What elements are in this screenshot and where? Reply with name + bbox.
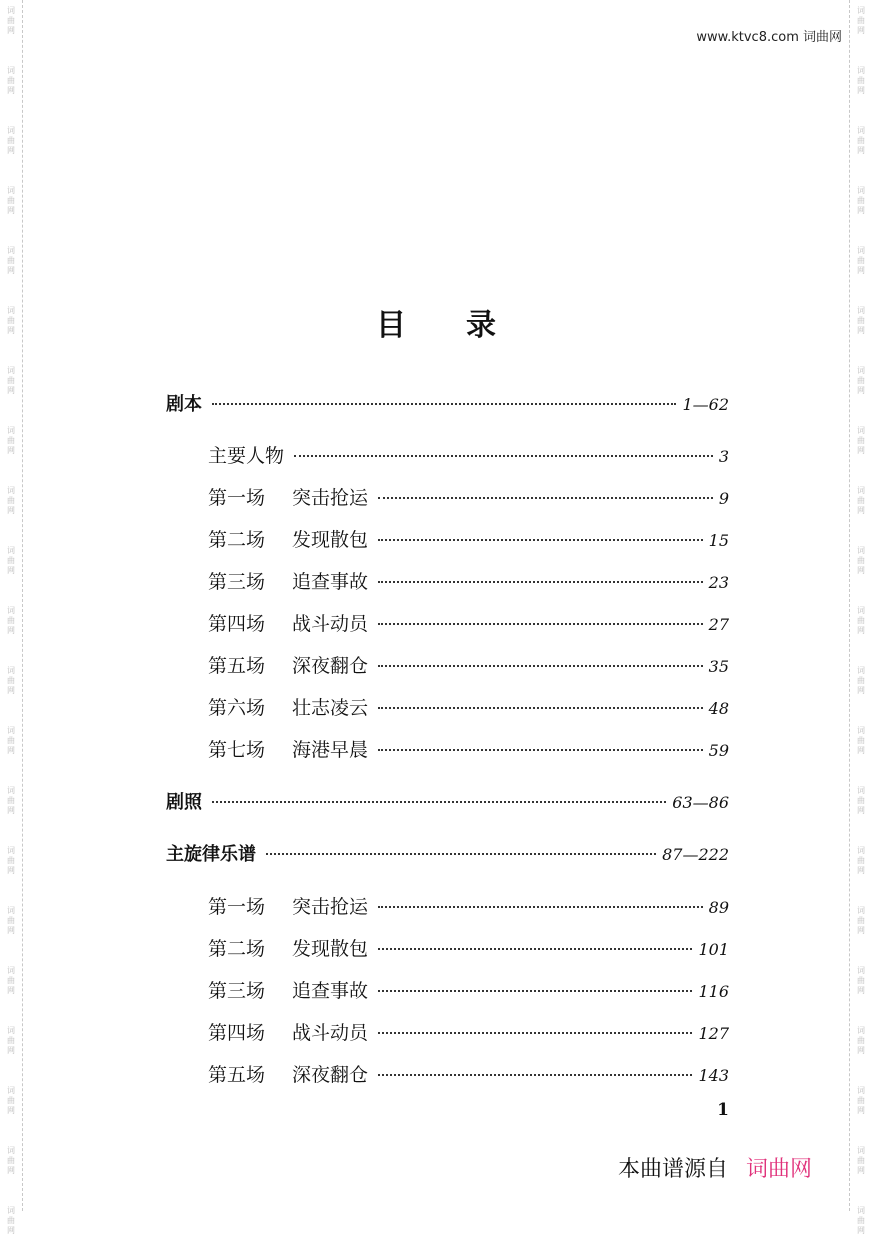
watermark-char: 曲: [7, 556, 15, 565]
watermark-mark: [0, 426, 22, 456]
watermark-char: 曲: [857, 376, 865, 385]
watermark-char: 曲: [7, 256, 15, 265]
page-range: 63—86: [672, 793, 729, 812]
watermark-char: 词: [7, 126, 15, 135]
watermark-mark: [850, 1086, 872, 1116]
dot-leader: [378, 990, 692, 992]
watermark-char: 词: [7, 966, 15, 975]
watermark-char: 词: [857, 726, 865, 735]
watermark-char: 曲: [857, 316, 865, 325]
watermark-char: 词: [7, 666, 15, 675]
watermark-mark: [0, 1086, 22, 1116]
watermark-mark: [850, 186, 872, 216]
toc-item: [208, 1060, 729, 1086]
watermark-char: 曲: [857, 736, 865, 745]
watermark-char: 曲: [7, 196, 15, 205]
scene-number: 第四场: [208, 613, 266, 635]
watermark-char: 曲: [7, 1036, 15, 1045]
watermark-char: 网: [7, 566, 15, 575]
watermark-char: 曲: [7, 316, 15, 325]
watermark-mark: [850, 246, 872, 276]
watermark-char: 网: [7, 626, 15, 635]
watermark-char: 词: [857, 786, 865, 795]
section-label: 剧本: [166, 394, 202, 415]
watermark-char: 网: [7, 1046, 15, 1055]
watermark-char: 曲: [857, 256, 865, 265]
toc-item: [208, 567, 729, 593]
watermark-mark: [850, 1146, 872, 1176]
item-label: [208, 1060, 368, 1087]
scene-number: 第六场: [208, 697, 266, 719]
watermark-char: 曲: [857, 916, 865, 925]
watermark-char: 词: [7, 906, 15, 915]
watermark-char: 网: [7, 686, 15, 695]
watermark-char: 曲: [857, 436, 865, 445]
watermark-char: 网: [7, 506, 15, 515]
watermark-char: 网: [857, 1166, 865, 1175]
watermark-char: 网: [7, 746, 15, 755]
watermark-mark: [850, 546, 872, 576]
watermark-char: 曲: [7, 76, 15, 85]
toc-item: [208, 934, 729, 960]
watermark-char: 词: [857, 186, 865, 195]
scene-title: 发现散包: [292, 529, 369, 551]
watermark-mark: [0, 486, 22, 516]
watermark-char: 网: [857, 26, 865, 35]
watermark-char: 曲: [857, 1036, 865, 1045]
watermark-mark: [0, 1026, 22, 1056]
watermark-char: 词: [857, 846, 865, 855]
watermark-char: 词: [857, 66, 865, 75]
watermark-char: 网: [7, 806, 15, 815]
watermark-mark: [850, 1026, 872, 1056]
watermark-mark: [850, 426, 872, 456]
dot-leader: [378, 581, 703, 583]
watermark-mark: [0, 6, 22, 36]
watermark-char: 词: [857, 906, 865, 915]
section-label: 主旋律乐谱: [166, 844, 256, 865]
watermark-char: 词: [857, 666, 865, 675]
scene-number: 第三场: [208, 980, 266, 1002]
watermark-char: 词: [857, 246, 865, 255]
item-label: [208, 934, 368, 961]
watermark-char: 曲: [857, 976, 865, 985]
toc-item: [208, 651, 729, 677]
scene-number: 第一场: [208, 487, 266, 509]
scene-number: 第一场: [208, 896, 266, 918]
watermark-char: 网: [7, 1106, 15, 1115]
item-label: [208, 735, 368, 762]
watermark-char: 网: [7, 266, 15, 275]
scene-number: 第二场: [208, 938, 266, 960]
watermark-char: 词: [857, 486, 865, 495]
watermark-char: 曲: [7, 436, 15, 445]
item-label: 主要人物: [208, 445, 285, 467]
item-label: [208, 483, 368, 510]
watermark-char: 网: [857, 386, 865, 395]
watermark-char: 词: [857, 1206, 865, 1215]
watermark-mark: [850, 66, 872, 96]
scene-title: 追查事故: [292, 571, 369, 593]
watermark-char: 曲: [857, 676, 865, 685]
watermark-mark: [0, 786, 22, 816]
toc-section-photos: [166, 788, 729, 814]
watermark-char: 词: [7, 426, 15, 435]
scene-number: 第五场: [208, 1064, 266, 1086]
watermark-char: 网: [7, 986, 15, 995]
scene-number: 第二场: [208, 529, 266, 551]
watermark-char: 词: [7, 1206, 15, 1215]
scene-number: 第三场: [208, 571, 266, 593]
watermark-char: 网: [857, 1046, 865, 1055]
watermark-char: 词: [7, 846, 15, 855]
watermark-char: 网: [857, 266, 865, 275]
watermark-mark: [0, 606, 22, 636]
watermark-char: 词: [857, 1146, 865, 1155]
watermark-char: 网: [857, 986, 865, 995]
watermark-mark: [850, 1206, 872, 1236]
watermark-char: 网: [7, 326, 15, 335]
watermark-char: 词: [7, 546, 15, 555]
scene-title: 深夜翻仓: [292, 655, 369, 677]
watermark-char: 网: [7, 926, 15, 935]
page-number: 89: [708, 898, 729, 917]
scene-title: 发现散包: [292, 938, 369, 960]
watermark-mark: [850, 966, 872, 996]
watermark-char: 网: [857, 1226, 865, 1235]
watermark-char: 词: [857, 546, 865, 555]
watermark-char: 网: [7, 86, 15, 95]
watermark-char: 曲: [857, 1216, 865, 1225]
dot-leader: [212, 403, 676, 405]
footer-text: 本曲谱源自: [618, 1157, 729, 1182]
watermark-char: 网: [857, 566, 865, 575]
toc-section-music: [166, 840, 729, 866]
dot-leader: [378, 497, 713, 499]
watermark-char: 网: [7, 1226, 15, 1235]
watermark-strip-right: [849, 0, 872, 1235]
watermark-mark: [850, 606, 872, 636]
watermark-char: 曲: [857, 16, 865, 25]
watermark-mark: [850, 366, 872, 396]
page-number: 35: [708, 657, 729, 676]
toc-item: [208, 1018, 729, 1044]
page-number: 48: [708, 699, 729, 718]
page-number: 143: [698, 1066, 729, 1085]
watermark-mark: [0, 546, 22, 576]
watermark-char: 网: [857, 146, 865, 155]
toc-item: [208, 441, 729, 467]
watermark-char: 曲: [857, 136, 865, 145]
scene-title: 壮志凌云: [292, 697, 369, 719]
dot-leader: [212, 801, 666, 803]
watermark-char: 曲: [857, 856, 865, 865]
watermark-char: 词: [7, 246, 15, 255]
scene-title: 突击抢运: [292, 896, 369, 918]
watermark-mark: [850, 6, 872, 36]
page-number-footer: 1: [717, 1100, 729, 1120]
page-number: 116: [698, 982, 729, 1001]
watermark-char: 网: [857, 626, 865, 635]
page-number: 23: [708, 573, 729, 592]
watermark-mark: [0, 186, 22, 216]
scene-number: 第五场: [208, 655, 266, 677]
watermark-mark: [0, 366, 22, 396]
watermark-mark: [850, 726, 872, 756]
item-label: [208, 1018, 368, 1045]
watermark-char: 曲: [7, 16, 15, 25]
item-label: [208, 976, 368, 1003]
watermark-char: 曲: [7, 1156, 15, 1165]
watermark-char: 词: [7, 1026, 15, 1035]
toc-item: [208, 976, 729, 1002]
page-number: 15: [708, 531, 729, 550]
toc-section-script: [166, 390, 729, 416]
watermark-mark: [850, 906, 872, 936]
watermark-mark: [0, 846, 22, 876]
watermark-mark: [0, 666, 22, 696]
watermark-mark: [850, 486, 872, 516]
page-number: 59: [708, 741, 729, 760]
watermark-char: 词: [857, 966, 865, 975]
watermark-char: 词: [7, 1086, 15, 1095]
page-title: 目录: [376, 308, 556, 343]
footer-site: 词曲网: [746, 1157, 813, 1182]
watermark-char: 网: [7, 1166, 15, 1175]
watermark-char: 词: [7, 786, 15, 795]
dot-leader: [378, 665, 703, 667]
watermark-mark: [0, 66, 22, 96]
watermark-char: 曲: [7, 796, 15, 805]
page-number: 101: [698, 940, 729, 959]
watermark-char: 网: [857, 86, 865, 95]
dot-leader: [378, 1074, 692, 1076]
watermark-char: 网: [857, 926, 865, 935]
watermark-char: 网: [857, 686, 865, 695]
watermark-mark: [0, 1146, 22, 1176]
watermark-char: 曲: [7, 376, 15, 385]
dot-leader: [378, 707, 703, 709]
watermark-char: 曲: [857, 796, 865, 805]
watermark-char: 词: [857, 6, 865, 15]
watermark-char: 网: [857, 206, 865, 215]
page-number: 3: [718, 447, 729, 466]
watermark-mark: [850, 666, 872, 696]
site-url: www.ktvc8.com 词曲网: [696, 30, 842, 45]
item-label: [208, 892, 368, 919]
item-label: [208, 693, 368, 720]
dot-leader: [378, 623, 703, 625]
watermark-char: 曲: [7, 916, 15, 925]
toc-item: [208, 525, 729, 551]
watermark-char: 网: [857, 446, 865, 455]
scene-title: 海港早晨: [292, 739, 369, 761]
item-label: [208, 651, 368, 678]
item-label: [208, 525, 368, 552]
watermark-char: 网: [857, 806, 865, 815]
toc-item: [208, 892, 729, 918]
watermark-char: 词: [7, 1146, 15, 1155]
watermark-char: 曲: [857, 616, 865, 625]
watermark-char: 词: [857, 366, 865, 375]
watermark-char: 曲: [7, 136, 15, 145]
page-range: 1—62: [682, 395, 729, 414]
watermark-char: 词: [857, 306, 865, 315]
watermark-char: 曲: [857, 1156, 865, 1165]
watermark-strip-left: [0, 0, 23, 1235]
scene-number: 第四场: [208, 1022, 266, 1044]
watermark-char: 网: [7, 26, 15, 35]
watermark-char: 曲: [857, 196, 865, 205]
watermark-mark: [850, 126, 872, 156]
watermark-char: 曲: [7, 616, 15, 625]
watermark-char: 曲: [7, 496, 15, 505]
toc-item: [208, 483, 729, 509]
watermark-char: 词: [857, 1026, 865, 1035]
dot-leader: [378, 1032, 692, 1034]
watermark-char: 曲: [7, 856, 15, 865]
section-label: 剧照: [166, 792, 202, 813]
watermark-char: 网: [857, 746, 865, 755]
scene-number: 第七场: [208, 739, 266, 761]
footer-credit: [618, 1152, 812, 1183]
item-label: [208, 609, 368, 636]
watermark-char: 词: [857, 606, 865, 615]
watermark-char: 词: [857, 126, 865, 135]
dot-leader: [378, 948, 692, 950]
watermark-char: 网: [857, 506, 865, 515]
watermark-char: 词: [7, 366, 15, 375]
watermark-char: 网: [857, 326, 865, 335]
watermark-char: 词: [7, 186, 15, 195]
watermark-char: 词: [7, 306, 15, 315]
toc-item: [208, 735, 729, 761]
watermark-char: 曲: [7, 1096, 15, 1105]
watermark-char: 网: [7, 446, 15, 455]
watermark-char: 词: [7, 6, 15, 15]
watermark-mark: [0, 906, 22, 936]
watermark-mark: [0, 126, 22, 156]
scene-title: 突击抢运: [292, 487, 369, 509]
watermark-char: 词: [7, 66, 15, 75]
scene-title: 战斗动员: [292, 1022, 369, 1044]
toc-item: [208, 609, 729, 635]
watermark-char: 网: [857, 1106, 865, 1115]
watermark-mark: [850, 846, 872, 876]
page-number: 127: [698, 1024, 729, 1043]
scene-title: 追查事故: [292, 980, 369, 1002]
page-number: 9: [718, 489, 729, 508]
item-label: [208, 567, 368, 594]
watermark-char: 曲: [7, 976, 15, 985]
watermark-char: 词: [7, 726, 15, 735]
watermark-mark: [850, 786, 872, 816]
dot-leader: [294, 455, 713, 457]
watermark-char: 曲: [7, 1216, 15, 1225]
watermark-char: 曲: [857, 76, 865, 85]
dot-leader: [378, 539, 703, 541]
dot-leader: [378, 749, 703, 751]
watermark-char: 网: [7, 386, 15, 395]
watermark-mark: [0, 726, 22, 756]
watermark-char: 曲: [7, 736, 15, 745]
watermark-char: 词: [857, 1086, 865, 1095]
toc-item: [208, 693, 729, 719]
watermark-char: 曲: [857, 496, 865, 505]
watermark-mark: [0, 966, 22, 996]
scene-title: 深夜翻仓: [292, 1064, 369, 1086]
watermark-char: 词: [7, 486, 15, 495]
watermark-char: 曲: [857, 556, 865, 565]
page-range: 87—222: [662, 845, 729, 864]
dot-leader: [266, 853, 656, 855]
watermark-char: 网: [7, 866, 15, 875]
watermark-char: 网: [857, 866, 865, 875]
watermark-char: 词: [857, 426, 865, 435]
watermark-char: 网: [7, 206, 15, 215]
dot-leader: [378, 906, 703, 908]
watermark-mark: [0, 1206, 22, 1236]
watermark-char: 词: [7, 606, 15, 615]
watermark-char: 曲: [857, 1096, 865, 1105]
page-number: 27: [708, 615, 729, 634]
scene-title: 战斗动员: [292, 613, 369, 635]
watermark-char: 曲: [7, 676, 15, 685]
watermark-char: 网: [7, 146, 15, 155]
watermark-mark: [0, 246, 22, 276]
